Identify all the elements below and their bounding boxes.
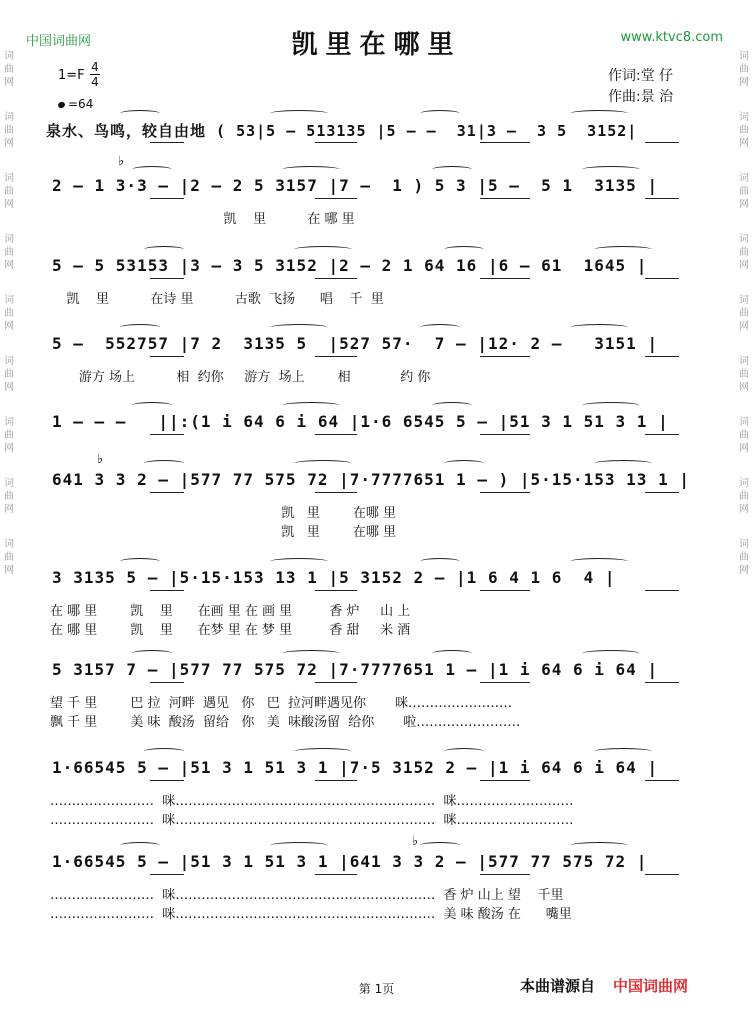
slur-mark	[420, 842, 460, 849]
notation-line: 泉水、鸟鸣，较自由地 ( 53|5 – 513135 |5 – – 31|3 – 3 5 3152|	[46, 122, 638, 140]
slur-mark	[132, 650, 172, 657]
lyric-line: 飘 千 里 美 味 酸汤 留给 你 美 味酸汤留 给你 啦……………………	[50, 715, 521, 730]
watermark-char: 网	[4, 321, 14, 332]
slur-mark	[120, 110, 160, 117]
slur-mark	[444, 246, 484, 253]
slur-mark	[594, 748, 652, 755]
watermark-char: 网	[739, 321, 749, 332]
slur-mark	[582, 402, 640, 409]
watermark-char: 网	[4, 260, 14, 271]
flat-sign-icon: ♭	[412, 834, 419, 849]
notation-line: 5 3157 7 – |577 77 575 72 |7·7777651 1 – |1 i 64 6 i 64 |	[52, 660, 659, 679]
watermark-char: 曲	[739, 552, 749, 563]
watermark-char: 曲	[4, 247, 14, 258]
watermark-char: 曲	[739, 491, 749, 502]
watermark-char: 曲	[739, 64, 749, 75]
beam-underline	[150, 874, 184, 875]
watermark-char: 网	[4, 199, 14, 210]
beam-underline	[315, 434, 357, 435]
beam-underline	[150, 278, 184, 279]
watermark-char: 曲	[4, 308, 14, 319]
beam-underline	[150, 356, 184, 357]
time-sig-bottom: 4	[91, 75, 99, 89]
composer: 作曲:景 治	[608, 89, 674, 105]
site-name-left: 中国词曲网	[26, 34, 92, 49]
time-sig-top: 4	[91, 60, 99, 74]
beam-underline	[480, 434, 530, 435]
notation-line: 5 – 5 53153 |3 – 3 5 3152 |2 – 2 1 64 16 |6 – 61 1645 |	[52, 256, 648, 275]
beam-underline	[315, 492, 357, 493]
watermark-char: 网	[739, 565, 749, 576]
beam-underline	[480, 874, 530, 875]
slur-mark	[570, 842, 628, 849]
watermark-char: 曲	[4, 552, 14, 563]
watermark-char: 网	[739, 260, 749, 271]
notation-line: 1·66545 5 – |51 3 1 51 3 1 |641 3 3 2 – |577 77 575 72 |	[52, 852, 648, 871]
notation-line: 641 3 3 2 – |577 77 575 72 |7·7777651 1 – ) |5·15·153 13 1 |	[52, 470, 690, 489]
beam-underline	[480, 278, 530, 279]
notation-line: 1 – – – ||:(1 i 64 6 i 64 |1·6 6545 5 – |51 3 1 51 3 1 |	[52, 412, 669, 431]
source-brand: 中国词曲网	[613, 977, 689, 995]
watermark-char: 网	[739, 504, 749, 515]
beam-underline	[150, 492, 184, 493]
watermark-char: 词	[739, 295, 749, 306]
slur-mark	[570, 558, 628, 565]
watermark-char: 曲	[4, 64, 14, 75]
beam-underline	[645, 434, 679, 435]
slur-mark	[294, 460, 352, 467]
slur-mark	[432, 166, 472, 173]
slur-mark	[144, 246, 184, 253]
beam-underline	[645, 142, 679, 143]
watermark-char: 词	[4, 51, 14, 62]
beam-underline	[150, 434, 184, 435]
watermark-char: 网	[739, 199, 749, 210]
watermark-char: 词	[739, 173, 749, 184]
lyricist: 作词:堂 仔	[608, 68, 674, 84]
lyric-line: 游方 场上 相 约你 游方 场上 相 约 你	[50, 370, 431, 385]
beam-underline	[645, 198, 679, 199]
watermark-char: 词	[4, 417, 14, 428]
watermark-char: 网	[4, 504, 14, 515]
watermark-char: 网	[4, 565, 14, 576]
slur-mark	[144, 748, 184, 755]
notation-line: 2 – 1 3·3 – |2 – 2 5 3157 |7 – 1 ) 5 3 |5 – 5 1 3135 |	[52, 176, 659, 195]
slur-mark	[582, 650, 640, 657]
lyric-line: …………………… 咪…………………………………………………… 咪………………………	[50, 813, 574, 828]
lyric-line: 凯 里 在哪 里	[50, 525, 396, 540]
beam-underline	[150, 780, 184, 781]
watermark-char: 词	[4, 234, 14, 245]
beam-underline	[315, 142, 357, 143]
slur-mark	[432, 650, 472, 657]
watermark-char: 词	[739, 356, 749, 367]
key-signature: 1=F	[58, 68, 85, 83]
beam-underline	[315, 874, 357, 875]
lyric-line: 在 哪 里 凯 里 在梦 里 在 梦 里 香 甜 米 酒	[50, 623, 411, 638]
watermark-char: 曲	[739, 186, 749, 197]
lyric-line: 望 千 里 巴 拉 河畔 遇见 你 巴 拉河畔遇见你 咪……………………	[50, 696, 512, 711]
notation-line: 1·66545 5 – |51 3 1 51 3 1 |7·5 3152 2 – |1 i 64 6 i 64 |	[52, 758, 659, 777]
watermark-char: 词	[739, 51, 749, 62]
beam-underline	[315, 780, 357, 781]
time-signature	[90, 60, 100, 89]
watermark-char: 词	[739, 417, 749, 428]
beam-underline	[150, 590, 184, 591]
site-url: www.ktvc8.com	[620, 30, 723, 45]
beam-underline	[645, 780, 679, 781]
slur-mark	[120, 842, 160, 849]
slur-mark	[282, 166, 340, 173]
beam-underline	[150, 198, 184, 199]
watermark-char: 词	[4, 539, 14, 550]
watermark-char: 曲	[4, 430, 14, 441]
quarter-note-icon	[57, 101, 66, 109]
slur-mark	[570, 324, 628, 331]
lyric-line: 凯 里 在诗 里 古歌 飞扬 唱 千 里	[50, 292, 384, 307]
watermark-char: 词	[739, 478, 749, 489]
flat-sign-icon: ♭	[97, 452, 104, 467]
beam-underline	[480, 682, 530, 683]
slur-mark	[120, 324, 160, 331]
slur-mark	[294, 748, 352, 755]
watermark-char: 曲	[739, 125, 749, 136]
slur-mark	[282, 402, 340, 409]
slur-mark	[570, 110, 628, 117]
watermark-char: 曲	[4, 186, 14, 197]
watermark-char: 词	[4, 478, 14, 489]
beam-underline	[480, 590, 530, 591]
slur-mark	[282, 650, 340, 657]
watermark-char: 曲	[739, 430, 749, 441]
beam-underline	[645, 356, 679, 357]
beam-underline	[315, 356, 357, 357]
beam-underline	[480, 780, 530, 781]
beam-underline	[315, 278, 357, 279]
watermark-char: 词	[739, 112, 749, 123]
flat-sign-icon: ♭	[118, 154, 125, 169]
slur-mark	[420, 558, 460, 565]
slur-mark	[270, 110, 328, 117]
beam-underline	[480, 356, 530, 357]
watermark-char: 网	[739, 138, 749, 149]
watermark-char: 网	[4, 77, 14, 88]
slur-mark	[582, 166, 640, 173]
watermark-char: 词	[4, 356, 14, 367]
beam-underline	[645, 874, 679, 875]
lyric-line: …………………… 咪…………………………………………………… 香 炉 山上 望 千里	[50, 888, 564, 903]
source-label: 本曲谱源自	[520, 977, 596, 995]
watermark-char: 词	[4, 295, 14, 306]
watermark-char: 词	[4, 112, 14, 123]
lyric-line: 在 哪 里 凯 里 在画 里 在 画 里 香 炉 山 上	[50, 604, 411, 619]
slur-mark	[120, 558, 160, 565]
slur-mark	[144, 460, 184, 467]
slur-mark	[444, 748, 484, 755]
beam-underline	[645, 682, 679, 683]
watermark-char: 曲	[4, 369, 14, 380]
slur-mark	[420, 110, 460, 117]
watermark-char: 词	[4, 173, 14, 184]
lyric-line: 凯 里 在哪 里	[50, 506, 396, 521]
credits	[608, 66, 673, 108]
watermark-char: 词	[739, 539, 749, 550]
watermark-char: 网	[4, 138, 14, 149]
lyric-line: …………………… 咪…………………………………………………… 美 味 酸汤 在 嘴里	[50, 907, 572, 922]
notation-line: 5 – 552757 |7 2 3135 5 |527 57· 7 – |12· 2 – 3151 |	[52, 334, 659, 353]
song-title: 凯里在哪里	[291, 30, 462, 60]
slur-mark	[270, 842, 328, 849]
slur-mark	[444, 460, 484, 467]
beam-underline	[480, 492, 530, 493]
notation-line: 3 3135 5 – |5·15·153 13 1 |5 3152 2 – |1 6 4 1 6 4 |	[52, 568, 616, 587]
tempo-marking	[58, 97, 93, 111]
slur-mark	[270, 324, 328, 331]
watermark-right	[737, 50, 751, 599]
source-note	[520, 975, 688, 996]
beam-underline	[645, 492, 679, 493]
beam-underline	[645, 590, 679, 591]
page-number: 第 1页	[358, 982, 395, 996]
watermark-char: 曲	[4, 125, 14, 136]
beam-underline	[150, 682, 184, 683]
beam-underline	[150, 142, 184, 143]
beam-underline	[645, 278, 679, 279]
slur-mark	[132, 402, 172, 409]
watermark-char: 网	[4, 382, 14, 393]
slur-mark	[420, 324, 460, 331]
slur-mark	[132, 166, 172, 173]
slur-mark	[270, 558, 328, 565]
lyric-line: 凯 里 在 哪 里	[50, 212, 355, 227]
watermark-char: 网	[739, 77, 749, 88]
beam-underline	[315, 198, 357, 199]
watermark-char: 曲	[4, 491, 14, 502]
beam-underline	[315, 590, 357, 591]
watermark-char: 曲	[739, 247, 749, 258]
slur-mark	[432, 402, 472, 409]
beam-underline	[480, 198, 530, 199]
watermark-char: 网	[739, 382, 749, 393]
beam-underline	[480, 142, 530, 143]
beam-underline	[315, 682, 357, 683]
slur-mark	[294, 246, 352, 253]
watermark-char: 词	[739, 234, 749, 245]
slur-mark	[594, 460, 652, 467]
watermark-char: 网	[739, 443, 749, 454]
lyric-line: …………………… 咪…………………………………………………… 咪………………………	[50, 794, 574, 809]
watermark-left	[2, 50, 16, 599]
slur-mark	[594, 246, 652, 253]
tempo-value: =64	[68, 97, 94, 111]
watermark-char: 曲	[739, 308, 749, 319]
watermark-char: 网	[4, 443, 14, 454]
watermark-char: 曲	[739, 369, 749, 380]
